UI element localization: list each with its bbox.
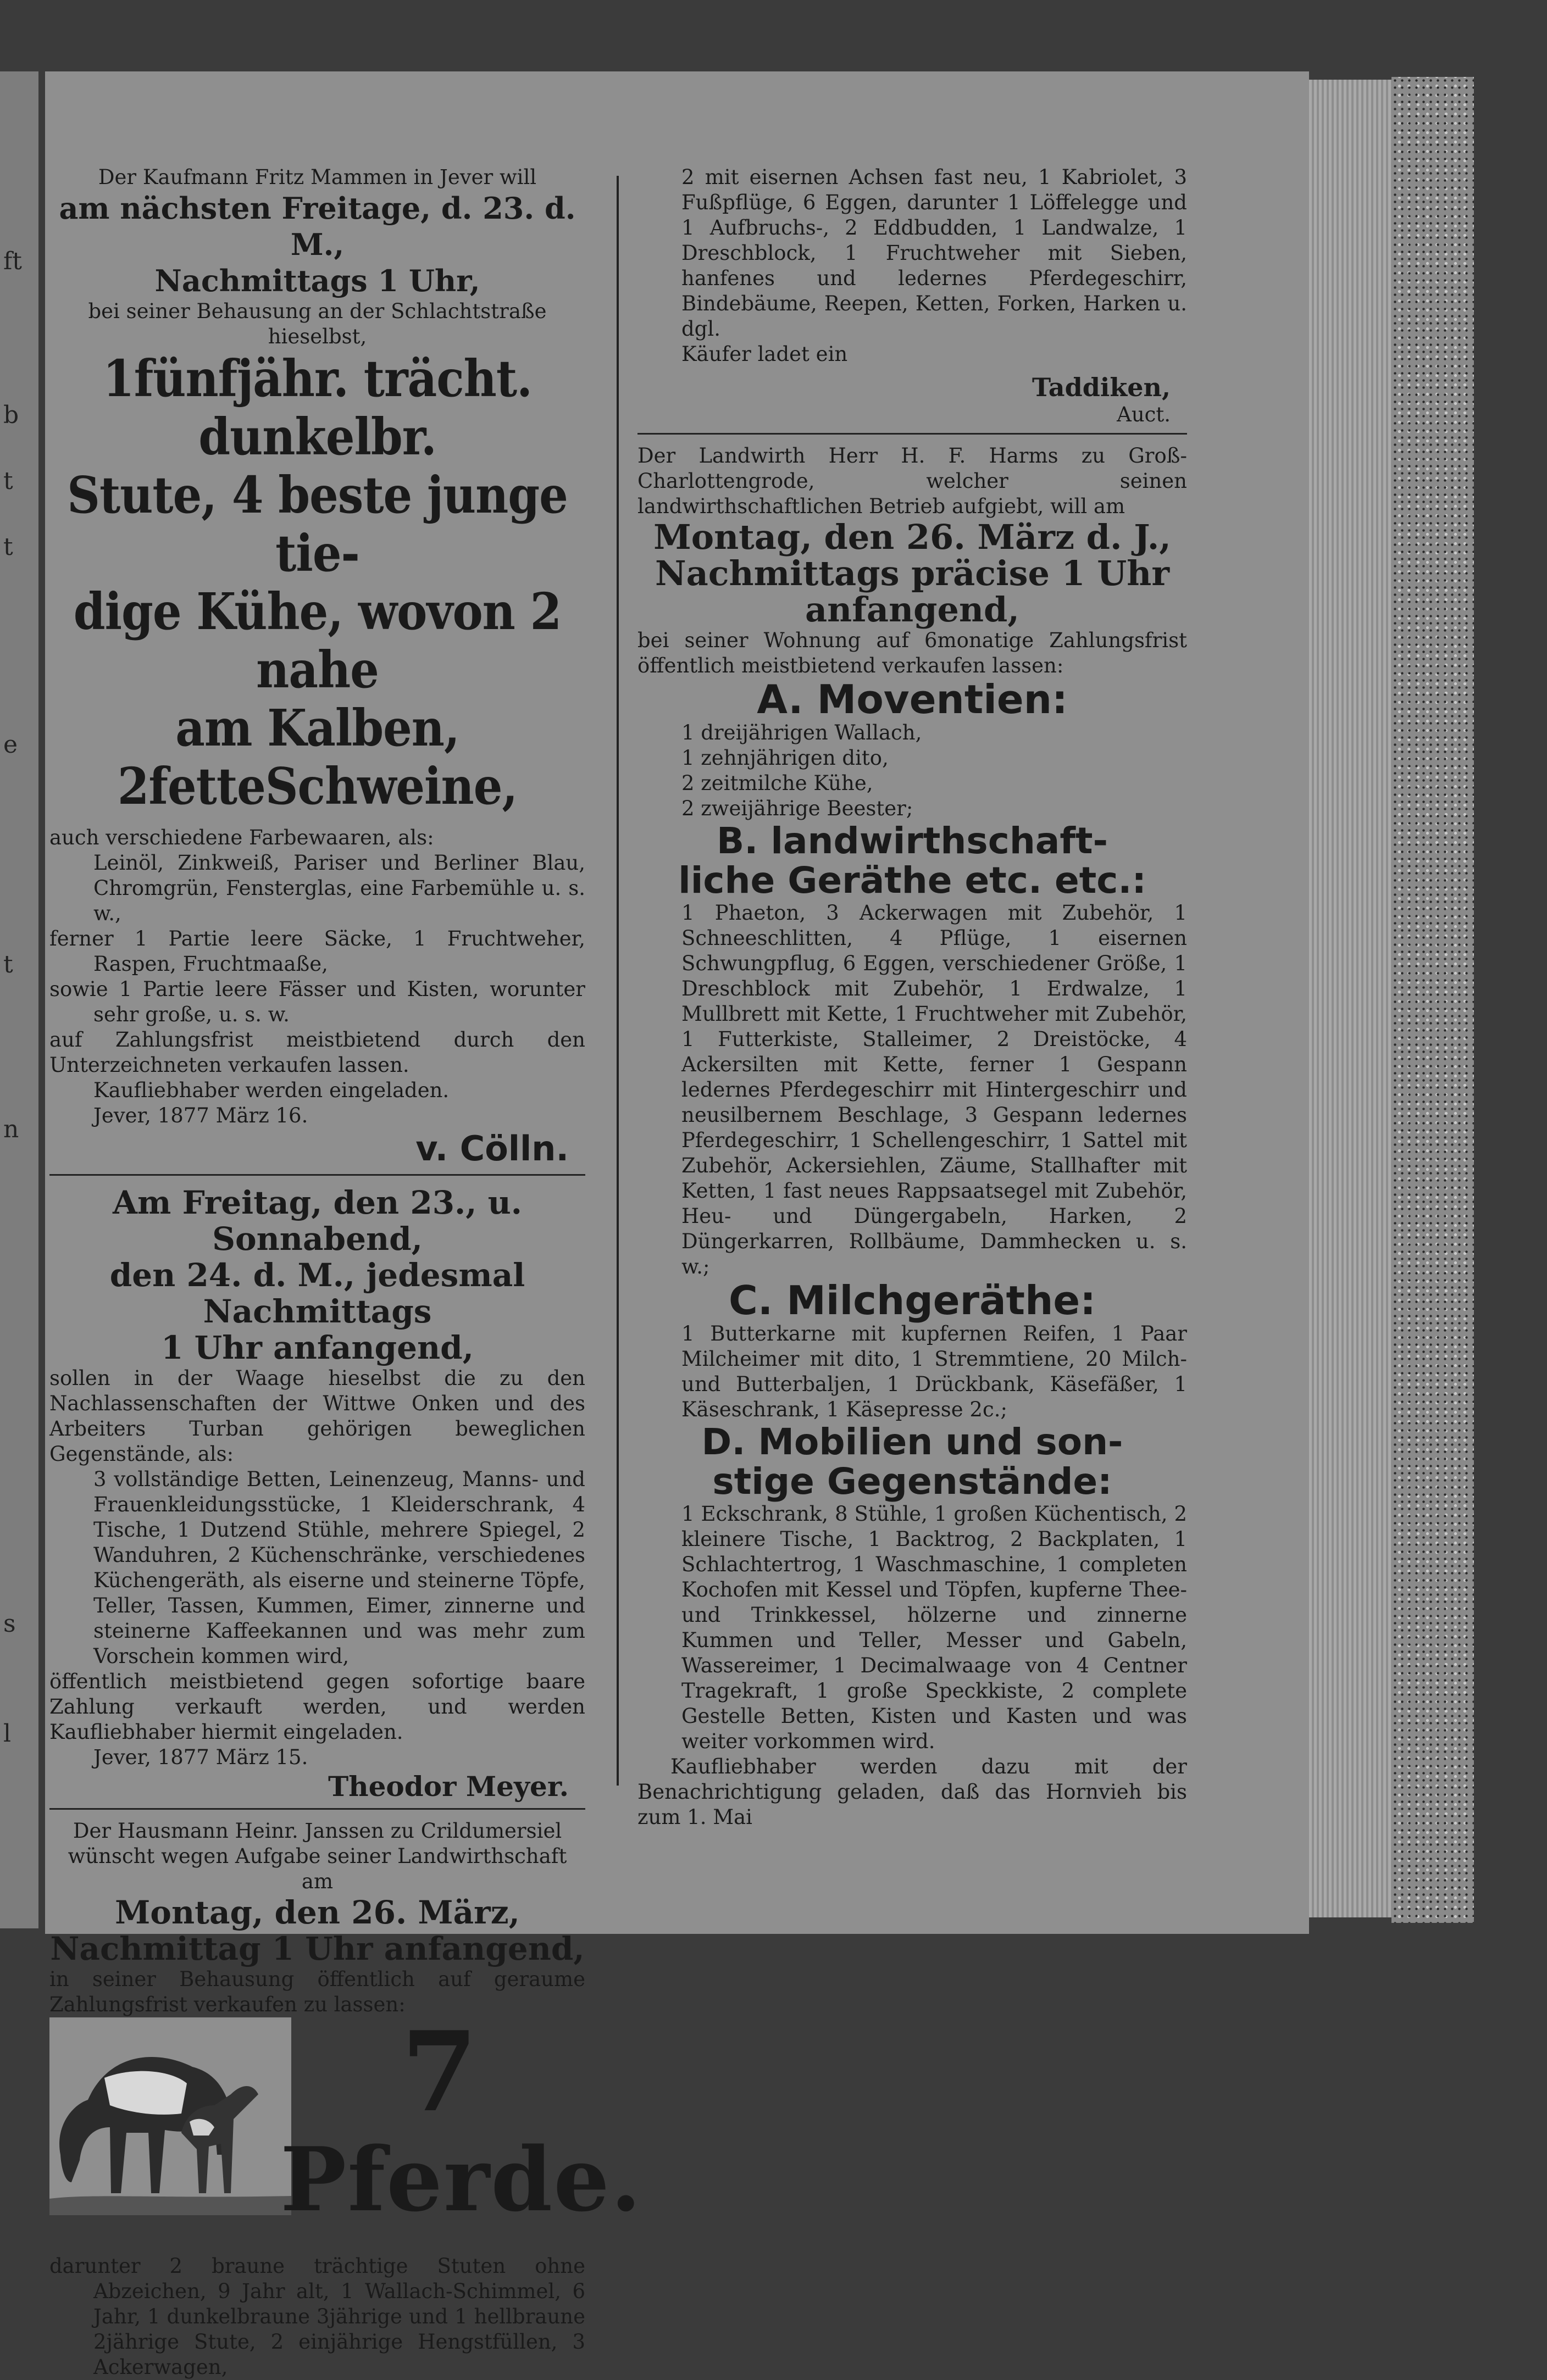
ad-janssen-continued xyxy=(637,165,1187,427)
ad-headline-line: Am Freitag, den 23., u. Sonnabend, xyxy=(113,1184,522,1258)
ad-janssen xyxy=(49,1819,642,2380)
ad-list-item: sowie 1 Partie leere Fässer und Kisten, worunter sehr große, u. s. w. xyxy=(49,977,585,1026)
ad-items: 3 vollständige Betten, Leinenzeug, Manns- und Frauenkleidungsstücke, 1 Kleiderschrank, 4 Tische, 1 Dutzend Stühle, mehrere Spiegel, 2 Wanduhren, 2 Küchenschränke, verschiedenes Küchengeräth, als eiserne und steinerne Töpfe, Teller, Tassen, Kummen, Eimer, zinnerne und steinerne Kaffeekannen und was mehr zum Vorschein kommen wird, xyxy=(93,1467,585,1668)
ad-signature: v. Cölln. xyxy=(415,1128,569,1169)
ad-headline-line: am Kalben, 2fetteSchweine, xyxy=(117,698,518,816)
margin-fragment: n xyxy=(3,1115,19,1143)
ad-time: anfangend, xyxy=(805,590,1019,630)
left-column xyxy=(49,165,642,2380)
horse-count: 7 xyxy=(401,2008,478,2137)
margin-fragment: t xyxy=(3,533,13,561)
ad-headline-line: den 24. d. M., jedesmal Nachmittags xyxy=(109,1256,525,1330)
margin-fragment: ft xyxy=(3,247,22,275)
ad-separator xyxy=(49,1174,585,1176)
section-heading-a: A. Moventien: xyxy=(757,676,1068,722)
column-divider xyxy=(617,176,619,1786)
ad-intro: Der Kaufmann Fritz Mammen in Jever will xyxy=(98,165,537,189)
section-a-item: 1 zehnjährigen dito, xyxy=(681,746,889,770)
section-heading-d: stige Gegenstände: xyxy=(712,1460,1112,1503)
ad-text: in seiner Behausung öffentlich auf geraume Zahlungsfrist verkaufen zu lassen: xyxy=(49,1967,585,2016)
margin-fragment: t xyxy=(3,950,13,978)
section-d-items: 1 Eckschrank, 8 Stühle, 1 großen Küchentisch, 2 kleinere Tische, 1 Backtrog, 2 Backplaten, 1 Schlachtertrog, 1 Waschmaschine, 1 completen Kochofen mit Kessel und Töpfen, kupferne Thee- und Trinkkessel, hölzerne und zinnerne Kummen und Teller, Messer und Gabeln, Wassereimer, 1 Decimalwaage von 4 Centner Tragekraft, 1 große Speckkiste, 2 complete Gestelle Betten, Kisten und Kasten und was weiter vorkommen wird. xyxy=(681,1502,1187,1753)
margin-fragment: e xyxy=(3,731,18,759)
section-c-items: 1 Butterkarne mit kupfernen Reifen, 1 Paar Milcheimer mit dito, 1 Stremmtiene, 20 Milch- und Butterbaljen, 1 Drückbank, Käsefäßer, 1 Käseschrank, 1 Käsepresse 2c.; xyxy=(681,1322,1187,1421)
ad-time: Nachmittags präcise 1 Uhr xyxy=(655,553,1170,593)
page-edges xyxy=(1309,80,1391,1917)
ad-intro: Der Hausmann Heinr. Janssen zu Crildumersiel wünscht wegen Aufgabe seiner Landwirthschaft am xyxy=(68,1819,567,1893)
ad-list-item: ferner 1 Partie leere Säcke, 1 Fruchtweher, Raspen, Fruchtmaaße, xyxy=(49,927,585,976)
ad-date: am nächsten Freitage, d. 23. d. M., xyxy=(59,191,576,262)
ad-waage xyxy=(49,1185,585,1803)
right-column xyxy=(637,165,1187,1830)
ad-mammen xyxy=(49,165,585,1169)
ad-separator xyxy=(49,1808,585,1810)
horse-illustration xyxy=(49,2017,291,2215)
ad-list-intro: auch verschiedene Farbewaaren, als: xyxy=(49,826,434,849)
ad-time: Nachmittags 1 Uhr, xyxy=(154,263,480,298)
ad-continued-text: 2 mit eisernen Achsen fast neu, 1 Kabriolet, 3 Fußpflüge, 6 Eggen, darunter 1 Löffelegge und 1 Aufbruchs-, 2 Eddbudden, 1 Landwalze, 1 Dreschblock, 1 Fruchtweher mit Sieben, hanfenes und ledernes Pferdegeschirr, Bindebäume, Reepen, Ketten, Forken, Harken u. dgl. xyxy=(681,165,1187,341)
book-cover xyxy=(1391,77,1474,1923)
ad-headline-line: 1 Uhr anfangend, xyxy=(161,1329,474,1366)
ad-closing: Kaufliebhaber werden dazu mit der Benachrichtigung geladen, daß das Hornvieh bis zum 1. Mai xyxy=(637,1755,1187,1829)
section-heading-d: D. Mobilien und son- xyxy=(701,1421,1123,1463)
ad-date: Montag, den 26. März d. J., xyxy=(653,517,1171,557)
ad-headline-line: dige Kühe, wovon 2 nahe xyxy=(73,582,562,699)
ad-headline: Pferde. xyxy=(280,2128,642,2231)
ad-text: sollen in der Waage hieselbst die zu den Nachlassenschaften der Wittwe Onken und des Arbeiters Turban gehörigen beweglichen Gegenstände, als: xyxy=(49,1366,585,1466)
previous-page-edge xyxy=(0,71,38,1928)
margin-fragment: s xyxy=(3,1610,16,1638)
margin-fragment: t xyxy=(3,467,13,495)
margin-fragment: l xyxy=(3,1720,12,1748)
ad-date: Montag, den 26. März, xyxy=(115,1894,520,1931)
ad-harms xyxy=(637,443,1187,1830)
section-b-items: 1 Phaeton, 3 Ackerwagen mit Zubehör, 1 Schneeschlitten, 4 Pflüge, 1 eisernen Schwungpflug, 6 Eggen, verschiedener Größe, 1 Dreschblock mit Zubehör, 1 Erdwalze, 1 Mullbrett mit Kette, 1 Fruchtweher mit Zubehör, 1 Futterkiste, Stalleimer, 2 Dreistöcke, 4 Ackersilten mit Kette, ferner 1 Gespann ledernes Pferdegeschirr mit Hintergeschirr und neusilbernem Beschlage, 3 Gespann ledernes Pferdegeschirr, 1 Schellengeschirr, 1 Sattel mit Zubehör, Ackersiehlen, Zäume, Stallhafter mit Ketten, 1 fast neues Rappsaatsegel mit Zubehör, Heu- und Düngergabeln, Harken, 2 Düngerkarren, Rollbäume, Dammhecken u. s. w.; xyxy=(681,901,1187,1278)
section-a-item: 1 dreijährigen Wallach, xyxy=(681,721,922,744)
ad-headline-line: Stute, 4 beste junge tie- xyxy=(67,465,568,583)
ad-dateline: Jever, 1877 März 15. xyxy=(93,1745,308,1769)
ad-list-item: Leinöl, Zinkweiß, Pariser und Berliner Blau, Chromgrün, Fensterglas, eine Farbemühle u. s. w., xyxy=(93,851,585,925)
ad-place: bei seiner Behausung an der Schlachtstraße hieselbst, xyxy=(88,299,547,348)
margin-fragment: b xyxy=(3,401,19,429)
section-heading-b: liche Geräthe etc. etc.: xyxy=(678,859,1146,902)
ad-details: darunter 2 braune trächtige Stuten ohne Abzeichen, 9 Jahr alt, 1 Wallach-Schimmel, 6 Jahr, 1 dunkelbraune 3jährige und 1 hellbraune 2jährige Stute, 2 einjährige Hengstfüllen, 3 Ackerwagen, xyxy=(49,2254,585,2379)
ad-intro: Der Landwirth Herr H. F. Harms zu Groß-Charlottengrode, welcher seinen landwirthschaftlichen Betrieb aufgiebt, will am xyxy=(637,444,1187,518)
ad-time: Nachmittag 1 Uhr anfangend, xyxy=(50,1930,585,1967)
section-a-item: 2 zweijährige Beester; xyxy=(681,797,913,820)
ad-signature: Taddiken, xyxy=(1032,372,1171,402)
ad-closing: öffentlich meistbietend gegen sofortige baare Zahlung verkauft werden, und werden Kaufliebhaber hiermit eingeladen. xyxy=(49,1670,585,1744)
section-heading-c: C. Milchgeräthe: xyxy=(729,1277,1096,1324)
ad-invite: Käufer ladet ein xyxy=(681,342,848,366)
ad-invite: Kaufliebhaber werden eingeladen. xyxy=(93,1078,450,1102)
ad-text: bei seiner Wohnung auf 6monatige Zahlungsfrist öffentlich meistbietend verkaufen lassen: xyxy=(637,629,1187,677)
ad-headline-line: 1fünfjähr. trächt. dunkelbr. xyxy=(103,349,532,466)
ad-closing: auf Zahlungsfrist meistbietend durch den Unterzeichneten verkaufen lassen. xyxy=(49,1028,585,1077)
section-heading-b: B. landwirthschaft- xyxy=(716,820,1108,862)
ad-dateline: Jever, 1877 März 16. xyxy=(93,1104,308,1127)
ad-signature: Theodor Meyer. xyxy=(328,1770,569,1803)
ad-signature-title: Auct. xyxy=(1117,403,1171,426)
ad-separator xyxy=(637,433,1187,435)
horse-illustration-row xyxy=(49,2008,642,2254)
section-a-item: 2 zeitmilche Kühe, xyxy=(681,771,873,795)
